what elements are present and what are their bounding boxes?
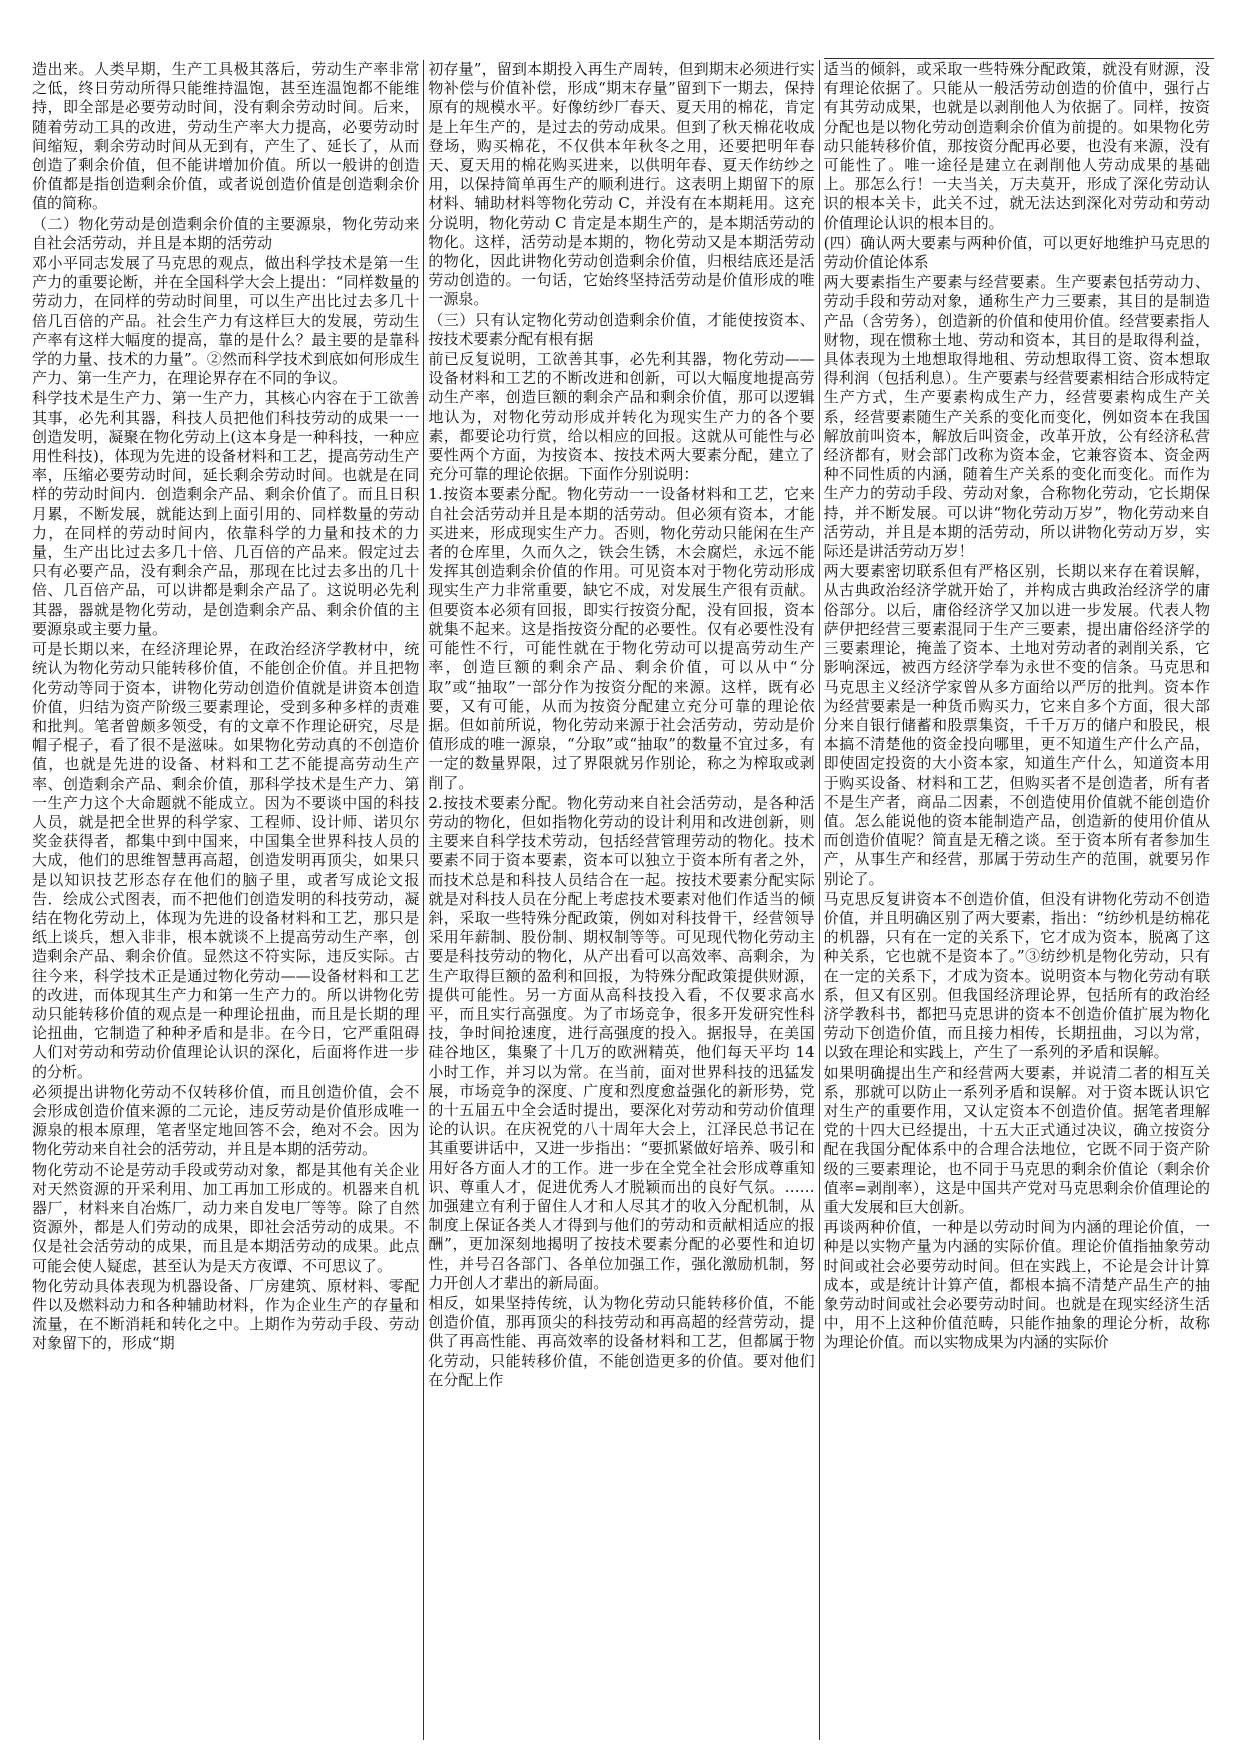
paragraph: 相反，如果坚持传统，认为物化劳动只能转移价值，不能创造价值，那再顶尖的科技劳动和再高超的经营劳动，提供了再高性能、再高效率的设备材料和工艺，但都属于物化劳动，只能转移价值，不能创造更多的价值。要对他们在分配上作	[428, 1294, 815, 1389]
paragraph: 必须提出讲物化劳动不仅转移价值，而且创造价值，会不会形成创造价值来源的二元论，违反劳动是价值形成唯一源泉的根本原理，笔者坚定地回答不会，绝对不会。因为物化劳动来自社会的活劳动，并且是本期的活劳动。	[32, 1082, 420, 1159]
paragraph: 物化劳动具体表现为机器设备、厂房建筑、原材料、零配件以及燃料动力和各种辅助材料，作为企业生产的存量和流量，在不断消耗和转化之中。上期作为劳动手段、劳动对象留下的，形成“期	[32, 1276, 420, 1353]
text-column-1	[28, 60, 423, 1740]
paragraph: 两大要素密切联系但有严格区别，长期以来存在着误解，从古典政治经济学就开始了，并构成古典政治经济学的庸俗部分。以后，庸俗经济学又加以进一步发展。代表人物萨伊把经营三要素混同于生产三要素，提出庸俗经济学的三要素理论，掩盖了资本、土地对劳动者的剥削关系，它影响深远，被西方经济学奉为永世不变的信条。马克思和马克思主义经济学家曾从多方面给以严厉的批判。资本作为经营要素是一种货币购买力，它来自多个方面，很大部分来自银行储蓄和股票集资，千千万万的储户和股民，根本搞不清楚他的资金投向哪里，更不知道生产什么产品，即使固定投资的大小资本家，知道生产什么，知道资本用于购买设备、材料和工艺，但购买者不是创造者，所有者不是生产者，商品二因素，不创造使用价值就不能创造价值。怎么能说他的资本能制造产品，创造新的使用价值从而创造价值呢？简直是无稽之谈。至于资本所有者参加生产，从事生产和经营，那属于劳动生产的范围，就要另作别论了。	[823, 562, 1210, 888]
paragraph: 前已反复说明，工欲善其事，必先利其器，物化劳动——设备材料和工艺的不断改进和创新，可以大幅度地提高劳动生产率，创造巨额的剩余产品和剩余价值，那可以逻辑地认为，对物化劳动形成并转化为现实生产力的各个要素，都要论功行赏，给以相应的回报。这就从可能性与必要性两个方面，为按资本、按技术两大要素分配，建立了充分可靠的理论依据。下面作分别说明：	[428, 350, 815, 484]
paragraph: 1.按资本要素分配。物化劳动一一设备材料和工艺，它来自社会活劳动并且是本期的活劳动。但必须有资本，才能买进来，形成现实生产力。否则，物化劳动只能闲在生产者的仓库里，久而久之，铁会生锈，木会腐烂，永远不能发挥其创造剩余价值的作用。可见资本对于物化劳动形成现实生产力非常重要，缺它不成，对发展生产很有贡献。但要资本必须有回报，即实行按资分配，没有回报，资本就集不起来。这是指按资分配的必要性。仅有必要性没有可能性不行，可能性就在于物化劳动可以提高劳动生产率，创造巨额的剩余产品、剩余价值，可以从中“分取”或“抽取”一部分作为按资分配的来源。这样，既有必要，又有可能，从而为按资分配建立充分可靠的理论依据。但如前所说，物化劳动来源于社会活劳动，劳动是价值形成的唯一源泉，“分取”或“抽取”的数量不宜过多，有一定的数量界限，过了界限就另作别论，称之为榨取或剥削了。	[428, 485, 815, 792]
paragraph: 2.按技术要素分配。物化劳动来自社会活劳动，是各种活劳动的物化，但如指物化劳动的设计利用和改进创新，则主要来自科学技术劳动，包括经营管理劳动的物化。技术要素不同于资本要素，资本可以独立于资本所有者之外，而技术总是和科技人员结合在一起。按技术要素分配实际就是对科技人员在分配上考虑技术要素对他们作适当的倾斜，采取一些特殊分配政策，例如对科技骨干，经营领导采用年薪制、股份制、期权制等等。可见现代物化劳动主要是科技劳动的物化，从产出看可以高效率、高剩余，为生产取得巨额的盈利和回报，为特殊分配政策提供财源，提供可能性。另一方面从高科技投入看，不仅要求高水平，而且实行高强度。为了市场竞争，很多开发研究性科技，争时间抢速度，进行高强度的投入。据报导，在美国硅谷地区，集聚了十几万的欧洲精英，他们每天平均 14 小时工作，并习以为常。在当前，面对世界科技的迅猛发展，市场竞争的深度、广度和烈度愈益强化的新形势，党的十五届五中全会适时提出，要深化对劳动和劳动价值理论的认识。在庆祝党的八十周年大会上，江泽民总书记在其重要讲话中，又进一步指出：“要抓紧做好培养、吸引和用好各方面人才的工作。进一步在全党全社会形成尊重知识、尊重人才，促进优秀人才脱颖而出的良好气氛。……加强建立有利于留住人才和人尽其才的收入分配机制，从制度上保证各类人才得到与他们的劳动和贡献相适应的报酬”，更加深刻地揭明了按技术要素分配的必要性和迫切性，并号召各部门、各单位加强工作，强化激励机制，努力开创人才辈出的新局面。	[428, 793, 815, 1292]
section-heading: （三）只有认定物化劳动创造剩余价值，才能使按资本、按技术要素分配有根有据	[428, 310, 815, 348]
document-page	[28, 60, 1214, 1740]
section-heading: （二）物化劳动是创造剩余价值的主要源泉，物化劳动来自社会活劳动，并且是本期的活劳动	[32, 214, 420, 252]
paragraph: 两大要素指生产要素与经营要素。生产要素包括劳动力、劳动手段和劳动对象，通称生产力三要素，其目的是制造产品（含劳务），创造新的价值和使用价值。经营要素指人财物，现在惯称土地、劳动和资本，其目的是取得利益，具体表现为土地想取得地租、劳动想取得工资、资本想取得利润（包括利息）。生产要素与经营要素相结合形成特定生产方式，生产要素构成生产力，经营要素构成生产关系，经营要素随生产关系的变化而变化，例如资本在我国解放前叫资本，解放后叫资金，改革开放，公有经济私营经济都有，财会部门改称为资本金，它兼容资本、资金两种不同性质的内涵，随着生产关系的变化而变化。而作为生产力的劳动手段、劳动对象，合称物化劳动，它长期保持，并不断发展。可以讲“物化劳动万岁”，物化劳动来自活劳动，并且是本期的活劳动，所以讲物化劳动万岁，实际还是讲活劳动万岁！	[823, 273, 1210, 561]
paragraph: 如果明确提出生产和经营两大要素，并说清二者的相互关系，那就可以防止一系列矛盾和误解。对于资本既认识它对生产的重要作用，又认定资本不创造价值。据笔者理解 党的十四大已经提出，十五大正式通过决议，确立按资分配在我国分配体系中的合理合法地位，它既不同于资产阶级的三要素理论，也不同于马克思的剩余价值论（剩余价值率=剥削率），这是中国共产党对马克思剩余价值理论的重大发展和巨大创新。	[823, 1063, 1210, 1216]
paragraph: 再谈两种价值，一种是以劳动时间为内涵的理论价值，一种是以实物产量为内涵的实际价值。理论价值指抽象劳动时间或社会必要劳动时间。但在实践上，不论是会计计算成本，或是统计计算产值，都根本搞不清楚产品生产的抽象劳动时间或社会必要劳动时间。也就是在现实经济生活中，用不上这种价值范畴，只能作抽象的理论分析，故称为理论价值。而以实物成果为内涵的实际价	[823, 1218, 1210, 1352]
paragraph: 科学技术是生产力、第一生产力，其核心内容在于工欲善其事，必先利其器，科技人员把他们科技劳动的成果一一创造发明，凝聚在物化劳动上(这本身是一种科技，一种应用性科技)，体现为先进的设备材料和工艺，提高劳动生产率，压缩必要劳动时间，延长剩余劳动时间。也就是在同样的劳动时间内．创造剩余产品、剩余价值了。而且日积月累，不断发展，就能达到上面引用的、同样数量的劳动力，在同样的劳动时间内，依靠科学的力量和技术的力量，生产出比过去多几十倍、几百倍的产品来。假定过去只有必要产品，没有剩余产品，那现在比过去多出的几十倍、几百倍产品，可以讲都是剩余产品了。这说明必先利其器，器就是物化劳动，是创造剩余产品、剩余价值的主要源泉或主要力量。	[32, 389, 420, 638]
paragraph: 邓小平同志发展了马克思的观点，做出科学技术是第一生产力的重要论断，并在全国科学大会上提出：“同样数量的劳动力，在同样的劳动时间里，可以生产出比过去多几十倍几百倍的产品。社会生产力有这样巨大的发展，劳动生产率有这样大幅度的提高，靠的是什么？最主要的是靠科学的力量、技术的力量”。②然而科学技术到底如何形成生产力、第一生产力，在理论界存在不同的争议。	[32, 254, 420, 388]
text-column-3	[819, 60, 1214, 1740]
text-column-2	[423, 60, 818, 1740]
paragraph: 适当的倾斜，或采取一些特殊分配政策，就没有财源，没有理论依据了。只能从一般活劳动创造的价值中，强行占有其劳动成果，也就是以剥削他人为依据了。同样，按资分配也是以物化劳动创造剩余价值为前提的。如果物化劳动只能转移价值，那按资分配再必要，也没有来源，没有可能性了。唯一途径是建立在剥削他人劳动成果的基础上。那怎么行！一夫当关，万夫莫开，形成了深化劳动认识的根本关卡，此关不过，就无法达到深化对劳动和劳动价值理论认识的根本目的。	[823, 60, 1210, 232]
top-rule	[824, 58, 1214, 59]
paragraph: 初存量”，留到本期投入再生产周转，但到期末必须进行实物补偿与价值补偿，形成“期末存量”留到下一期去，保持原有的规模水平。好像纺纱厂春天、夏天用的棉花，肯定是上年生产的，是过去的劳动成果。但到了秋天棉花收成登场，购买棉花，不仅供本年秋冬之用，还要把明年春天、夏天用的棉花购买进来，以供明年春、夏天作纺纱之用，以保持简单再生产的顺利进行。这表明上期留下的原材料、辅助材料等物化劳动 C，并没有在本期耗用。这充分说明，物化劳动 C 肯定是本期生产的，是本期活劳动的物化。这样，活劳动是本期的，物化劳动又是本期活劳动的物化，因此讲物化劳动创造剩余价值，归根结底还是活劳动创造的。一句话，它始终坚持活劳动是价值形成的唯一源泉。	[428, 60, 815, 309]
paragraph: 可是长期以来，在经济理论界，在政治经济学教材中，统统认为物化劳动只能转移价值，不能创企价值。并且把物化劳动等同于资本，讲物化劳动创造价值就是讲资本创造价值，归结为资产阶级三要素理论，受到多种多样的责难和批判。笔者曾颇多领受，有的文章不作理论研究，尽是帽子棍子，看了很不是滋味。如果物化劳动真的不创造价值，也就是先进的设备、材料和工艺不能提高劳动生产率、创造剩余产品、剩余价值，那科学技术是生产力、第一生产力这个大命题就不能成立。因为不要谈中国的科技人员，就是把全世界的科学家、工程师、设计师、诺贝尔奖金获得者，都集中到中国来，中国集全世界科技人员的大成，他们的思维智慧再高超，创造发明再顶尖，如果只是以知识技艺形态存在他们的脑子里，或者写成论文报告．绘成公式图表，而不把他们创造发明的科技劳动，凝结在物化劳动上，体现为先进的设备材料和工艺，那只是纸上谈兵，想入非非，根本就谈不上提高劳动生产率，创造剩余产品、剩余价值。显然这不符实际，违反实际。古往今来，科学技术正是通过物化劳动——设备材料和工艺的改进，而体现其生产力和第一生产力的。所以讲物化劳动只能转移价值的观点是一种理论扭曲，而且是长期的理论扭曲，它制造了种种矛盾和是非。在今日，它严重阻碍人们对劳动和劳动价值理论认识的深化，后面将作进一步的分析。	[32, 640, 420, 1081]
section-heading: (四）确认两大要素与两种价值，可以更好地维护马克思的劳动价值论体系	[823, 233, 1210, 272]
paragraph: 物化劳动不论是劳动手段或劳动对象，都是其他有关企业对天然资源的开采利用、加工再加工形成的。机器来自机器厂，材料来自冶炼厂，动力来自发电厂等等。除了自然资源外，都是人们劳动的成果，即社会活劳动的成果。不仅是社会活劳动的成果，而且是本期活劳动的成果。此点可能会使人疑虑，甚至认为是天方夜谭、不可思议了。	[32, 1160, 420, 1275]
paragraph: 造出来。人类早期，生产工具极其落后，劳动生产率非常之低，终日劳动所得只能维持温饱，甚至连温饱都不能维持，即全部是必要劳动时间，没有剩余劳动时间。后来，随着劳动工具的改进，劳动生产率大力提高，必要劳动时间缩短，剩余劳动时间从无到有，产生了、延长了，从而创造了剩余价值，但不能讲增加价值。所以一般讲的创造价值都是指创造剩余价值，或者说创造价值是创造剩余价值的简称。	[32, 60, 420, 213]
paragraph: 马克思反复讲资本不创造价值，但没有讲物化劳动不创造价值，并且明确区别了两大要素，指出：“纺纱机是纺棉花的机器，只有在一定的关系下，它才成为资本，脱离了这种关系，它也就不是资本了。”③纺纱机是物化劳动，只有在一定的关系下，才成为资本。说明资本与物化劳动有联系，但又有区别。但我国经济理论界，包括所有的政治经济学教科书，都把马克思讲的资本不创造价值扩展为物化劳动下创造价值，而且接力相传，长期扭曲，习以为常，以致在理论和实践上，产生了一系列的矛盾和误解。	[823, 889, 1210, 1062]
